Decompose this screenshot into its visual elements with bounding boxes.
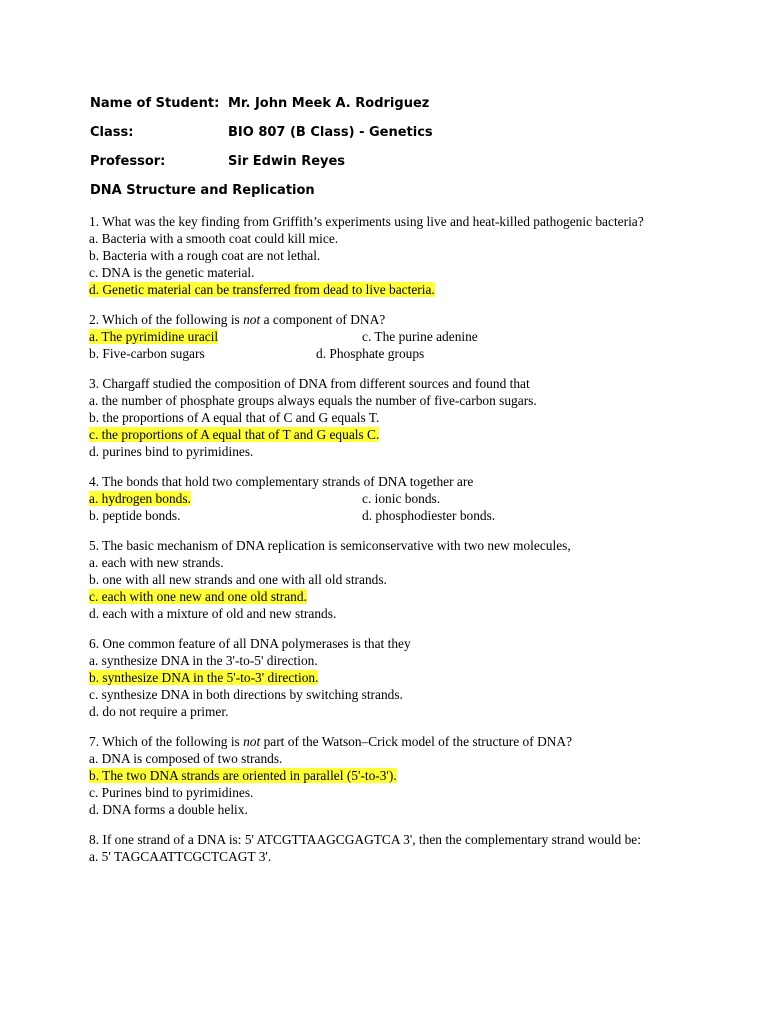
question-1-option-b: b. Bacteria with a rough coat are not lethal. [89,248,321,263]
question-2-stem: 2. Which of the following is not a component of DNA? [89,312,386,327]
question-2 [89,311,689,362]
question-3-option-c [89,426,689,443]
question-5-stem: 5. The basic mechanism of DNA replication is semiconservative with two new molecules, [89,538,571,553]
question-2-option-a [89,328,218,345]
student-name-value: Mr. John Meek A. Rodriguez [228,96,430,111]
student-name-label: Name of Student: [90,96,220,111]
question-2-option-row-1 [89,328,689,345]
question-5-option-a: a. each with new strands. [89,555,224,570]
question-1-stem: 1. What was the key finding from Griffith’s experiments using live and heat-killed pathogenic bacteria? [89,214,644,229]
professor-value: Sir Edwin Reyes [228,154,346,169]
question-6-option-d: d. do not require a primer. [89,704,229,719]
question-4-option-c: c. ionic bonds. [362,491,441,506]
question-7-option-c: c. Purines bind to pyrimidines. [89,785,254,800]
highlighted-answer: c. each with one new and one old strand. [89,589,307,604]
highlighted-answer: a. hydrogen bonds. [89,491,191,506]
class-value: BIO 807 (B Class) - Genetics [228,125,433,140]
question-list [89,213,689,878]
question-7-option-b [89,767,689,784]
question-5-option-d: d. each with a mixture of old and new strands. [89,606,337,621]
professor-label: Professor: [90,154,166,169]
question-7-stem: 7. Which of the following is not part of the Watson–Crick model of the structure of DNA? [89,734,573,749]
question-4-stem: 4. The bonds that hold two complementary strands of DNA together are [89,474,474,489]
question-4-option-d: d. phosphodiester bonds. [362,508,496,523]
question-3-stem: 3. Chargaff studied the composition of DNA from different sources and found that [89,376,530,391]
question-8 [89,831,689,865]
highlighted-answer: b. The two DNA strands are oriented in parallel (5'-to-3'). [89,768,397,783]
question-2-option-c: c. The purine adenine [362,329,478,344]
highlighted-answer: b. synthesize DNA in the 5'-to-3' direction. [89,670,319,685]
section-title: DNA Structure and Replication [90,183,315,198]
highlighted-answer: d. Genetic material can be transferred from dead to live bacteria. [89,282,435,297]
question-4-option-row-2 [89,507,689,524]
class-label: Class: [90,125,134,140]
question-8-option-a: a. 5' TAGCAATTCGCTCAGT 3'. [89,849,272,864]
highlighted-answer: c. the proportions of A equal that of T and G equals C. [89,427,380,442]
question-6-option-c: c. synthesize DNA in both directions by switching strands. [89,687,403,702]
question-1 [89,213,689,298]
question-4 [89,473,689,524]
question-7 [89,733,689,818]
question-5-option-b: b. one with all new strands and one with all old strands. [89,572,387,587]
question-6-option-a: a. synthesize DNA in the 3'-to-5' direction. [89,653,318,668]
question-6-option-b [89,669,689,686]
question-4-option-a [89,490,191,507]
question-2-option-d: d. Phosphate groups [316,346,425,361]
question-1-option-c: c. DNA is the genetic material. [89,265,255,280]
question-4-option-row-1 [89,490,689,507]
question-1-option-a: a. Bacteria with a smooth coat could kill mice. [89,231,339,246]
question-6-stem: 6. One common feature of all DNA polymerases is that they [89,636,411,651]
question-3-option-a: a. the number of phosphate groups always equals the number of five-carbon sugars. [89,393,537,408]
question-2-option-row-2 [89,345,689,362]
question-8-stem: 8. If one strand of a DNA is: 5' ATCGTTAAGCGAGTCA 3', then the complementary strand would be: [89,832,641,847]
question-7-option-a: a. DNA is composed of two strands. [89,751,283,766]
question-5 [89,537,689,622]
question-5-option-c [89,588,689,605]
question-3-option-d: d. purines bind to pyrimidines. [89,444,254,459]
highlighted-answer: a. The pyrimidine uracil [89,329,219,344]
question-3 [89,375,689,460]
question-4-option-b: b. peptide bonds. [89,508,181,523]
question-2-option-b: b. Five-carbon sugars [89,346,205,361]
question-1-option-d [89,281,689,298]
question-7-option-d: d. DNA forms a double helix. [89,802,248,817]
question-6 [89,635,689,720]
question-3-option-b: b. the proportions of A equal that of C and G equals T. [89,410,380,425]
